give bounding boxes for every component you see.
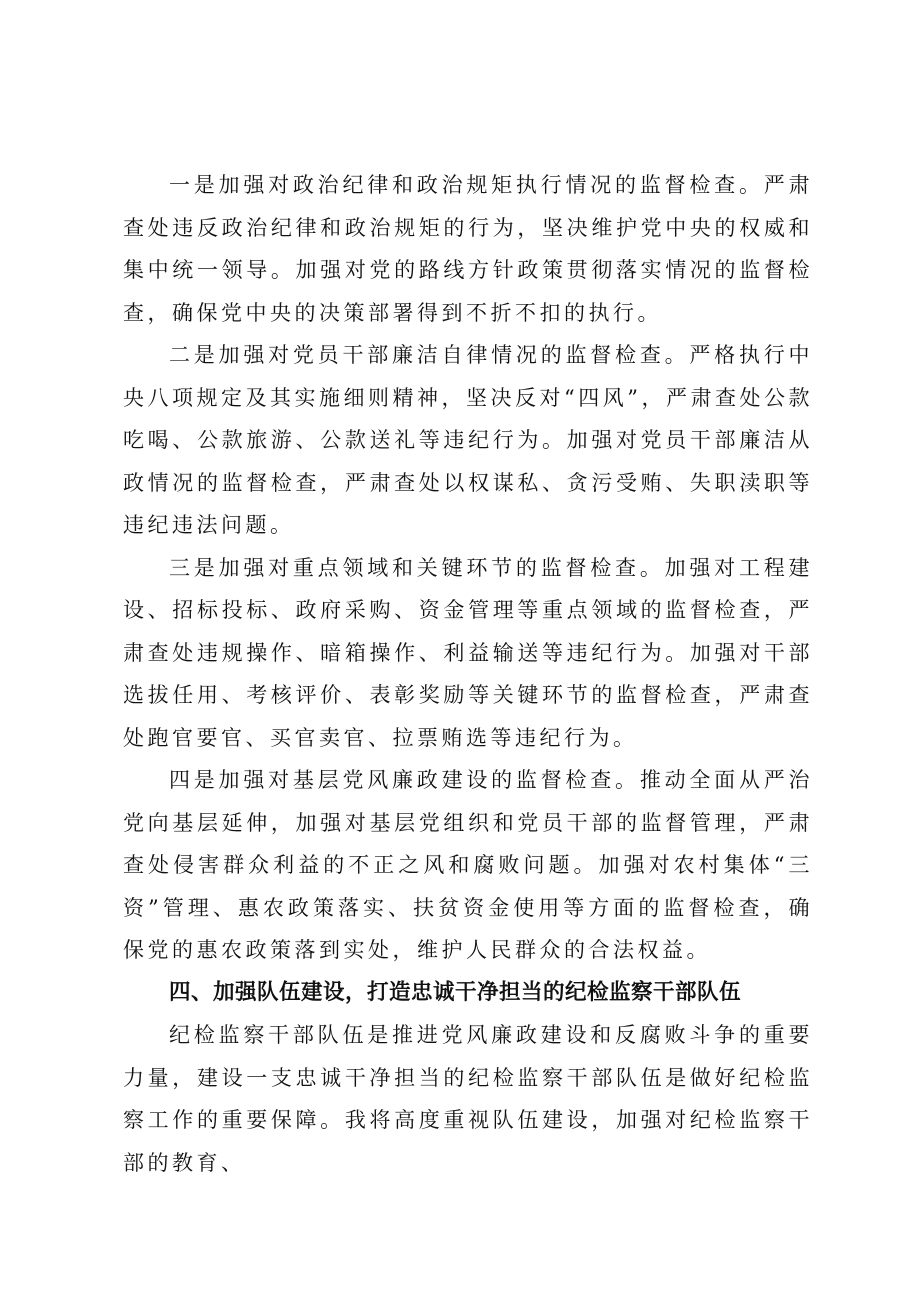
paragraph-supervision-political-discipline: 一是加强对政治纪律和政治规矩执行情况的监督检查。严肃查处违反政治纪律和政治规矩的行为，坚决维护党中央的权威和集中统一领导。加强对党的路线方针政策贯彻落实情况的监督检查，确保党中央的决策部署得到不折不扣的执行。 [123, 173, 813, 325]
section-heading-team-building: 四、加强队伍建设，打造忠诚干净担当的纪检监察干部队伍 [169, 979, 742, 1005]
paragraph-team-building: 纪检监察干部队伍是推进党风廉政建设和反腐败斗争的重要力量，建设一支忠诚干净担当的纪检监察干部队伍是做好纪检监察工作的重要保障。我将高度重视队伍建设，加强对纪检监察干部的教育、 [123, 1023, 813, 1175]
paragraph-supervision-key-areas: 三是加强对重点领域和关键环节的监督检查。加强对工程建设、招标投标、政府采购、资金管理等重点领域的监督检查，严肃查处违规操作、暗箱操作、利益输送等违纪行为。加强对干部选拔任用、考核评价、表彰奖励等关键环节的监督检查，严肃查处跑官要官、买官卖官、拉票贿选等违纪行为。 [123, 555, 813, 750]
document-body [123, 164, 813, 1184]
paragraph-supervision-grassroots: 四是加强对基层党风廉政建设的监督检查。推动全面从严治党向基层延伸，加强对基层党组织和党员干部的监督管理，严肃查处侵害群众利益的不正之风和腐败问题。加强对农村集体“三资”管理、惠农政策落实、扶贫资金使用等方面的监督检查，确保党的惠农政策落到实处，维护人民群众的合法权益。 [123, 768, 813, 962]
paragraph-supervision-integrity: 二是加强对党员干部廉洁自律情况的监督检查。严格执行中央八项规定及其实施细则精神，坚决反对“四风”，严肃查处公款吃喝、公款旅游、公款送礼等违纪行为。加强对党员干部廉洁从政情况的监督检查，严肃查处以权谋私、贪污受贿、失职渎职等违纪违法问题。 [123, 343, 813, 537]
